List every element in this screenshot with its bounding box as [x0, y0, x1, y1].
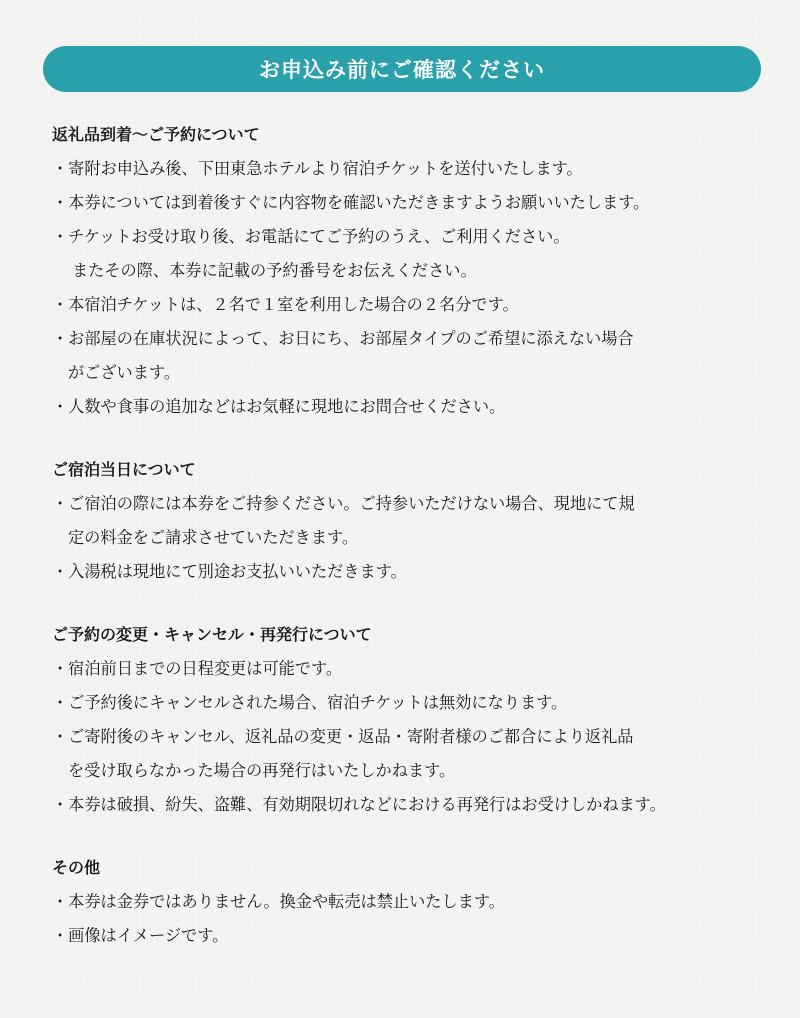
list-item	[52, 919, 764, 953]
list-item	[52, 652, 764, 686]
section-title: ご宿泊当日について	[52, 460, 196, 479]
list-item	[52, 220, 764, 288]
item-text: ・本宿泊チケットは、２名で１室を利用した場合の２名分です。	[52, 295, 519, 314]
item-text: ・本券は破損、紛失、盗難、有効期限切れなどにおける再発行はお受けしかねます。	[52, 795, 666, 814]
list-item	[52, 720, 764, 788]
section-arrival-reservation	[52, 118, 764, 424]
list-item	[52, 555, 764, 589]
item-text-continued: またその際、本券に記載の予約番号をお伝えください。	[72, 261, 477, 280]
item-text: ・画像はイメージです。	[52, 926, 229, 945]
item-text: ・チケットお受け取り後、お電話にてご予約のうえ、ご利用ください。	[52, 227, 570, 246]
item-text: ・寄附お申込み後、下田東急ホテルより宿泊チケットを送付いたします。	[52, 159, 583, 178]
banner-title: お申込み前にご確認ください	[259, 58, 545, 82]
list-item	[52, 788, 764, 822]
list-item	[52, 288, 764, 322]
item-text: ・ご寄附後のキャンセル、返礼品の変更・返品・寄附者様のご都合により返礼品	[52, 727, 634, 746]
item-text: ・ご宿泊の際には本券をご持参ください。ご持参いただけない場合、現地にて規	[52, 494, 635, 513]
item-text: ・人数や食事の追加などはお気軽に現地にお問合せください。	[52, 397, 506, 416]
item-text: ・宿泊前日までの日程変更は可能です。	[52, 659, 343, 678]
section-change-cancel-reissue	[52, 618, 764, 822]
list-item	[52, 487, 764, 555]
section-title: その他	[52, 858, 101, 877]
list-item	[52, 322, 764, 390]
notice-banner	[43, 46, 761, 92]
item-text: ・本券については到着後すぐに内容物を確認いただきますようお願いいたします。	[52, 193, 650, 212]
section-title: 返礼品到着〜ご予約について	[52, 125, 260, 144]
item-text: ・ご予約後にキャンセルされた場合、宿泊チケットは無効になります。	[52, 693, 568, 712]
list-item	[52, 390, 764, 424]
item-text-continued: を受け取らなかった場合の再発行はいたしかねます。	[68, 761, 456, 780]
section-other	[52, 851, 764, 953]
section-title: ご予約の変更・キャンセル・再発行について	[52, 625, 372, 644]
notice-content	[52, 118, 764, 982]
item-text: ・お部屋の在庫状況によって、お日にち、お部屋タイプのご希望に添えない場合	[52, 329, 634, 348]
item-text-continued: 定の料金をご請求させていただきます。	[68, 528, 359, 547]
section-stay-day	[52, 453, 764, 589]
list-item	[52, 186, 764, 220]
list-item	[52, 885, 764, 919]
list-item	[52, 686, 764, 720]
list-item	[52, 152, 764, 186]
item-text: ・本券は金券ではありません。換金や転売は禁止いたします。	[52, 892, 505, 911]
item-text-continued: がございます。	[68, 363, 181, 382]
item-text: ・入湯税は現地にて別途お支払いいただきます。	[52, 562, 407, 581]
